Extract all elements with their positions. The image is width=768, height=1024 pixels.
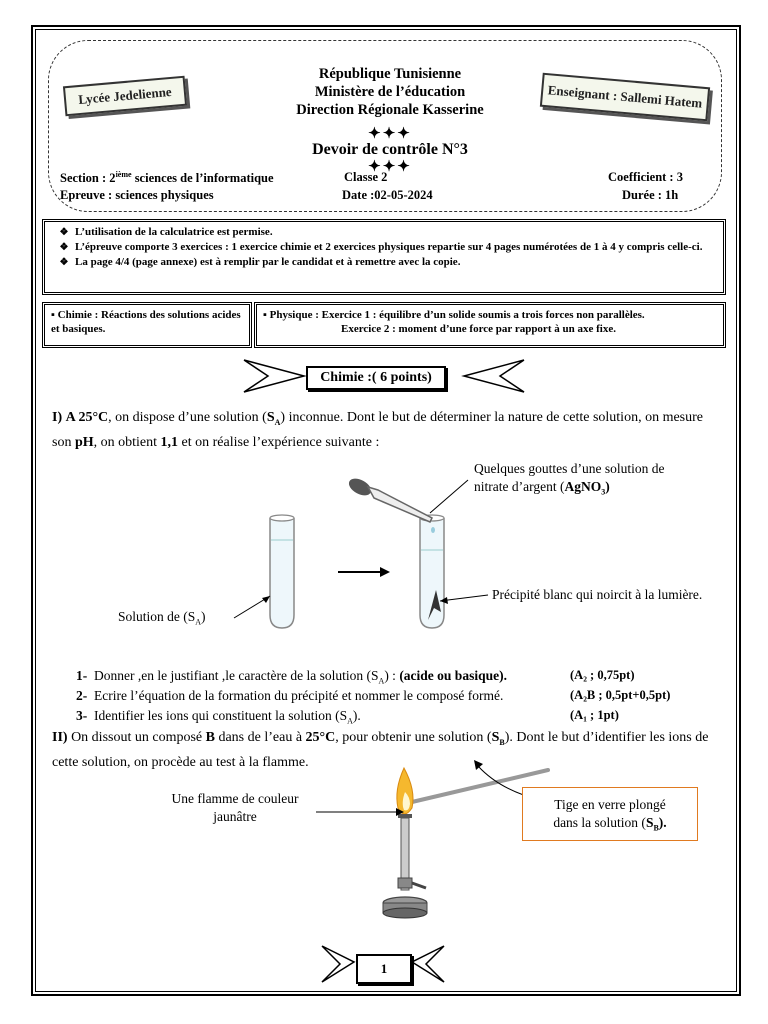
part2-paragraph: II) On dissout un composé B dans de l’eau à 25°C, pour obtenir une solution $(S_B)$. Dont le but d’identifier les ions de cette solution, on procède au test à la flamme. bbox=[52, 730, 709, 770]
ministry-label: Ministère de l’éducation bbox=[314, 84, 466, 100]
diamond-bullet-icon: ❖ bbox=[59, 242, 69, 253]
coefficient-label: Coefficient : 3 bbox=[608, 170, 683, 184]
question-1-points: (A₂ ; 0,75pt) bbox=[570, 668, 635, 682]
school-name: Lycée Jedelienne bbox=[77, 83, 173, 108]
solution-label: Solution de $(S_A)$ bbox=[118, 609, 206, 627]
teacher-name: Enseignant : Sallemi Hatem bbox=[547, 82, 703, 111]
stars-decoration: ✦✦✦ bbox=[368, 126, 412, 142]
direction-label: Direction Régionale Kasserine bbox=[296, 102, 484, 118]
exam-title: Devoir de contrôle N°3 bbox=[312, 141, 468, 158]
question-2-points: (A₂B ; 0,5pt+0,5pt) bbox=[570, 688, 671, 702]
drops-label: Quelques gouttes d’une solution de nitrate d’argent (AgNO$_3$) bbox=[474, 461, 665, 497]
epreuve-label: Epreuve : sciences physiques bbox=[60, 188, 214, 202]
rod-callout: Tige en verre plongé dans la solution $(S_B)$. bbox=[522, 787, 698, 841]
part1-paragraph: I) A 25°C, on dispose d’une solution $(S_A)$ inconnue. Dont le but de déterminer la nature de cette solution, on mesure son pH, on obtient 1,1 et on réalise l’expérience suivante : bbox=[52, 410, 703, 450]
stars-decoration-2: ✦✦✦ bbox=[368, 159, 412, 175]
date-label: Date :02-05-2024 bbox=[342, 188, 433, 202]
instruction-item: ❖ L’utilisation de la calculatrice est permise. bbox=[53, 226, 715, 239]
classe-label: Classe 2 bbox=[344, 170, 388, 184]
flame-label: Une flamme de couleur jaunâtre bbox=[171, 791, 299, 824]
question-2: 2- Ecrire l’équation de la formation du précipité et nommer le composé formé. bbox=[76, 688, 504, 703]
page-number: 1 bbox=[356, 954, 412, 984]
instructions-box bbox=[42, 219, 726, 295]
diamond-bullet-icon: ❖ bbox=[59, 227, 69, 238]
question-3-points: (A₁ ; 1pt) bbox=[570, 708, 619, 722]
question-1: 1- Donner ,en le justifiant ,le caractère de la solution $(S_A)$ : (acide ou basique). bbox=[76, 668, 507, 686]
question-3: 3- Identifier les ions qui constituent la solution $(S_A)$. bbox=[76, 708, 361, 726]
section-title: Chimie :( 6 points) bbox=[306, 366, 446, 390]
precipitate-label: Précipité blanc qui noircit à la lumière. bbox=[492, 587, 703, 602]
topic-physique: ▪ Physique : Exercice 1 : équilibre d’un solide soumis a trois forces non parallèles. Exercice 2 : moment d’une force par rapport à un axe fixe. bbox=[254, 302, 726, 348]
instruction-item: ❖ L’épreuve comporte 3 exercices : 1 exercice chimie et 2 exercices physiques repartie sur 4 pages numérotées de 1 à 4 y compris celle-ci. bbox=[53, 241, 715, 254]
republic-label: République Tunisienne bbox=[318, 66, 462, 82]
section-label: Section : 2ième sciences de l’informatique bbox=[60, 170, 274, 186]
topic-chimie: ▪ Chimie : Réactions des solutions acides et basiques. bbox=[42, 302, 252, 348]
instruction-item: ❖ La page 4/4 (page annexe) est à remplir par le candidat et à remettre avec la copie. bbox=[53, 256, 715, 269]
duree-label: Durée : 1h bbox=[622, 188, 679, 202]
diamond-bullet-icon: ❖ bbox=[59, 257, 69, 268]
